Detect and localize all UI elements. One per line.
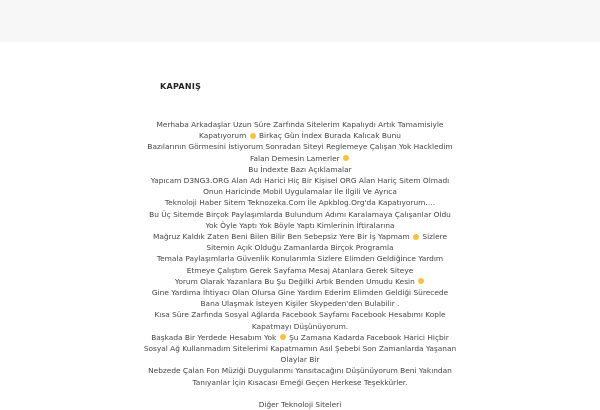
smiley-emoji-icon <box>343 155 349 161</box>
message-line <box>140 186 460 197</box>
smiley-emoji-icon <box>280 334 286 340</box>
message-text: Mağruz Kaldık Zaten Beni Bilen Bilir Ben Sebepsiz Yere Bir İş Yapmam <box>152 232 410 242</box>
message-text: Bana Ulaşmak İsteyen Kişiler Skypeden'den Bulabilir . <box>200 299 400 309</box>
message-text: Etmeye Çalıştım Gerek Sayfama Mesaj Atanlara Gerek Siteye <box>186 265 414 275</box>
message-body <box>140 119 460 410</box>
message-line <box>140 332 460 343</box>
message-line <box>140 209 460 220</box>
message-text: Yapıcam D3NG3.ORG Alan Adı Harici Hiç Bir Kişisel ORG Alan Hariç Sitem Olmadı <box>150 176 450 186</box>
message-text: Sitemin Açık Olduğu Zamanlarda Birçok Programla <box>206 243 394 253</box>
top-band <box>0 0 600 42</box>
message-line <box>140 197 460 208</box>
message-text: Birkaç Gün İndex Burada Kalıcak Bunu <box>258 131 401 141</box>
message-line <box>140 377 460 388</box>
message-text: Yorum Olarak Yazanlara Bu Şu Değilki Artık Benden Umudu Kesin <box>174 276 415 286</box>
message-line <box>140 354 460 365</box>
message-line <box>140 231 460 242</box>
smiley-emoji-icon <box>250 133 256 139</box>
message-text: Nebzede Çalan Fon Müziği Duygularımı Yansıtacağını Düşünüyorum Beni Yakından <box>148 366 452 376</box>
message-text: Gine Yardıma İhtiyacı Olan Olursa Gine Yardım Ederim Elimden Geldiği Sürecede <box>151 288 449 298</box>
smiley-emoji-icon <box>413 234 419 240</box>
page-title: KAPANIŞ <box>160 82 202 91</box>
message-line <box>140 365 460 376</box>
message-text: Onun Haricinde Mobil Uygulamalar İle İlgili Ve Ayrıca <box>203 187 397 197</box>
message-text: Olaylar Bir <box>280 355 320 365</box>
message-line <box>140 141 460 152</box>
message-text: Falan Demesin Lamerler <box>249 153 340 163</box>
message-line <box>140 175 460 186</box>
smiley-emoji-icon <box>418 278 424 284</box>
message-line <box>140 242 460 253</box>
message-text: Tanıyanlar İçin Kısacası Emeği Geçen Herkese Teşekkürler. <box>192 377 408 387</box>
message-text: Başkada Bir Yerdede Hesabım Yok <box>151 332 277 342</box>
message-line <box>140 287 460 298</box>
message-text: Bu İndexte Bazı Açıklamalar <box>248 164 352 174</box>
message-text: Yok Öyle Yaptı Yok Böyle Yaptı Kimlerinin İftiralarına <box>205 220 395 230</box>
message-text: Şu Zamana Kadarda Facebook Harici Hiçbir <box>289 332 449 342</box>
message-text: Kısa Süre Zarfında Sosyal Ağlarda Facebook Sayfamı Facebook Hesabımı Kople <box>154 310 446 320</box>
message-text: Kapatmayı Düşünüyorum. <box>251 321 349 331</box>
message-text: Kapatıyorum <box>199 131 247 141</box>
message-text: Sosyal Ağ Kullanmadım Sitelerimi Kapatmamın Asıl Şebebi Son Zamanlarda Yaşanan <box>143 344 457 354</box>
message-line <box>140 130 460 141</box>
other-tech-sites-link[interactable]: Diğer Teknoloji Siteleri <box>258 399 342 409</box>
message-line <box>140 153 460 164</box>
message-line <box>140 220 460 231</box>
message-line <box>140 343 460 354</box>
message-text: Bazılarının Görmesini İstiyorum Sonradan Siteyi Reglemeye Çalışan Yok Hackledim <box>147 142 453 152</box>
spacer <box>140 388 460 399</box>
message-line <box>140 309 460 320</box>
message-line <box>140 253 460 264</box>
message-text: Bu Üç Sitemde Birçok Paylaşımlarda Bulundum Adımı Karalamaya Çalışanlar Oldu <box>149 209 451 219</box>
message-text: Sizlere <box>422 232 448 242</box>
message-text: Teknoloji Haber Sitem Teknozeka.Com İle Apkblog.Org'da Kapatıyorum…. <box>164 198 436 208</box>
message-line <box>140 276 460 287</box>
message-text: Merhaba Arkadaşlar Uzun Süre Zarfında Sitelerim Kapalıydı Artık Tamamisiyle <box>156 120 444 129</box>
message-line <box>140 164 460 175</box>
message-text: Temala Paylaşımlarla Güvenlik Konularımla Sizlere Elimden Geldiğince Yardım <box>156 254 444 264</box>
message-line <box>140 321 460 332</box>
message-line <box>140 265 460 276</box>
message-line <box>140 119 460 130</box>
message-line <box>140 298 460 309</box>
